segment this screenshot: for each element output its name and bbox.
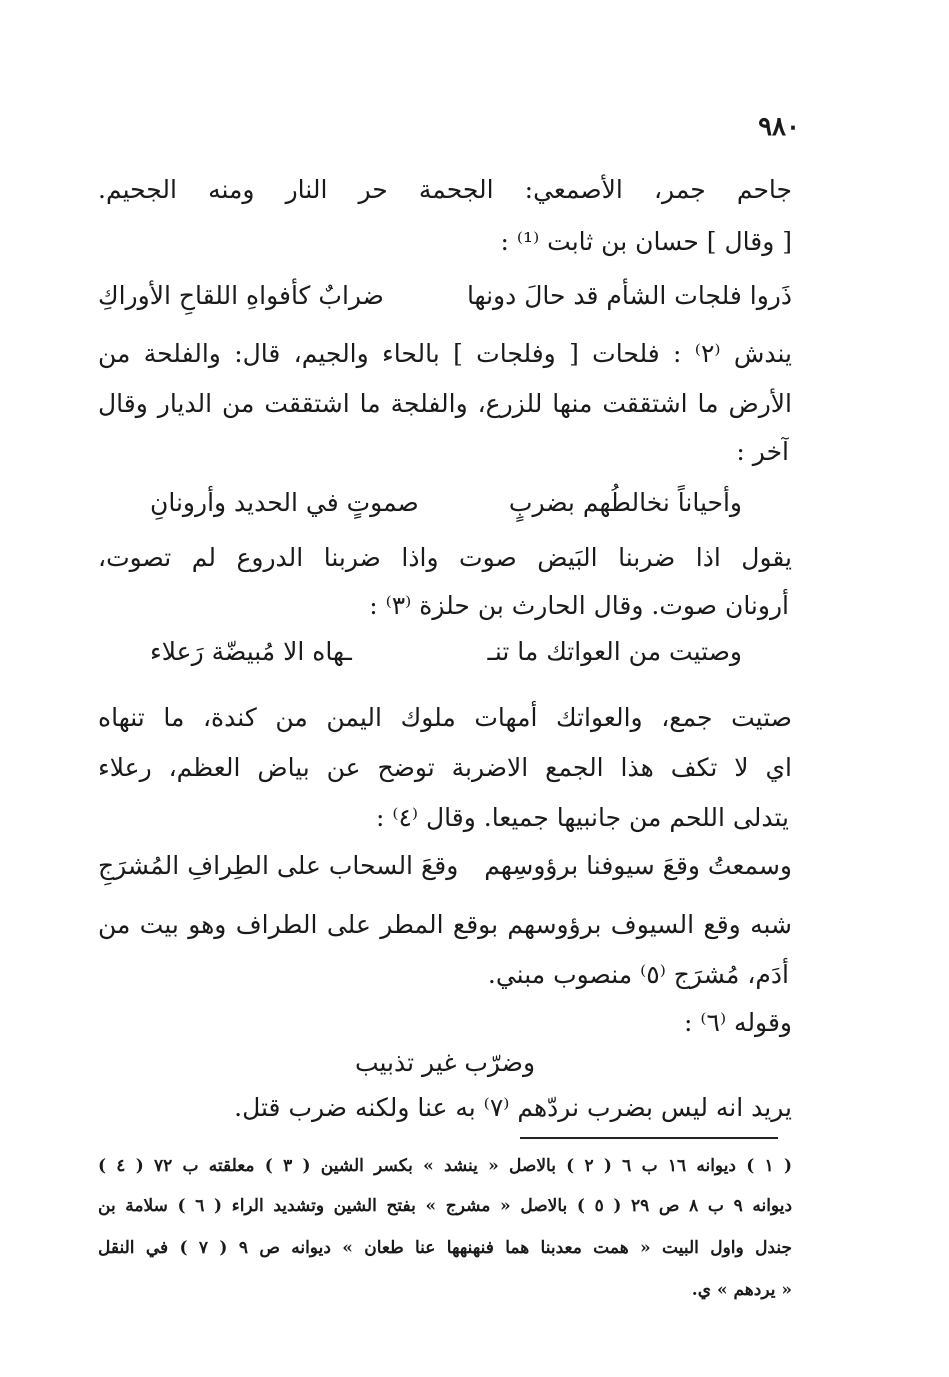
footnote-line-2: ديوانه ٩ ب ٨ ص ٢٩ ( ٥ ) بالاصل « مشرج » بفتح الشين وتشديد الراء ( ٦ ) سلامة بن (98, 1196, 792, 1216)
verse-2 (150, 483, 742, 523)
footnote-line-1: ( ١ ) ديوانه ١٦ ب ٦ ( ٢ ) بالاصل « ينشد » بكسر الشين ( ٣ ) معلقته ب ٧٢ ( ٤ ) (98, 1156, 792, 1176)
text-line-13: وقوله ⁽٦⁾ : (684, 1008, 792, 1037)
text-line-3: يندش ⁽٢⁾ : فلحات [ وفلجات ] بالحاء والجيم، قال: والفلحة من (98, 339, 792, 368)
text-line-10: يتدلى اللحم من جانبيها جميعا. وقال ⁽٤⁾ : (375, 803, 789, 832)
text-line-12: أدَم، مُشرَج ⁽٥⁾ منصوب مبني. (487, 960, 789, 989)
text-line-9: اي لا تكف هذا الجمع الاضربة توضح عن بياض العظم، رعلاء (98, 753, 792, 782)
text-line-7: أرونان صوت. وقال الحارث بن حلزة ⁽٣⁾ : (369, 591, 789, 620)
footnote-line-3: جندل واول البيت « همت معدبنا هما فنهنهها عنا طعان » ديوانه ص ٩ ( ٧ ) في النقل (98, 1238, 792, 1258)
verse-1-first-hemistich: ذَروا فلجات الشأم قد حالَ دونها (466, 281, 792, 310)
footnote-separator (520, 1137, 778, 1139)
text-line-14: وضرّب غير تذبيب (354, 1048, 536, 1077)
text-line-5: آخر : (736, 437, 789, 466)
verse-4-second-hemistich: وقعَ السحاب على الطِرافِ المُشرَجِ (98, 851, 459, 880)
verse-4-first-hemistich: وسمعتُ وقعَ سيوفنا برؤوسِهم (484, 851, 792, 880)
text-line-6: يقول اذا ضربنا البَيض صوت واذا ضربنا الدروع لم تصوت، (98, 543, 792, 572)
verse-1 (98, 276, 792, 316)
text-line-11: شبه وقع السيوف برؤوسهم بوقع المطر على الطراف وهو بيت من (98, 910, 792, 939)
text-line-1: جاحم جمر، الأصمعي: الجحمة حر النار ومنه الجحيم. (98, 175, 792, 204)
text-line-8: صتيت جمع، والعواتك أمهات ملوك اليمن من كندة، ما تنهاه (98, 703, 792, 732)
text-line-15: يريد انه ليس بضرب نردّهم ⁽٧⁾ به عنا ولكنه ضرب قتل. (234, 1093, 792, 1122)
verse-3-first-hemistich: وصتيت من العواتك ما تنـ (487, 637, 742, 666)
text-line-4: الأرض ما اشتققت منها للزرع، والفلجة ما اشتققت من الديار وقال (98, 389, 792, 418)
footnote-line-4: « يردهم » ي. (691, 1280, 792, 1300)
verse-2-second-hemistich: صموتٍ في الحديد وأرونانِ (150, 488, 419, 517)
verse-2-first-hemistich: وأحياناً نخالطُهم بضربٍ (508, 488, 742, 517)
text-line-2: [ وقال ] حسان بن ثابت ⁽¹⁾ : (500, 227, 792, 256)
verse-3-second-hemistich: ـهاه الا مُبيضّة رَعلاء (150, 637, 352, 666)
verse-4 (98, 846, 792, 886)
verse-3 (150, 632, 742, 672)
verse-1-second-hemistich: ضرابٌ كأفواهِ اللقاحِ الأوراكِ (98, 281, 384, 310)
page-number: ٩٨٠ (758, 112, 800, 142)
